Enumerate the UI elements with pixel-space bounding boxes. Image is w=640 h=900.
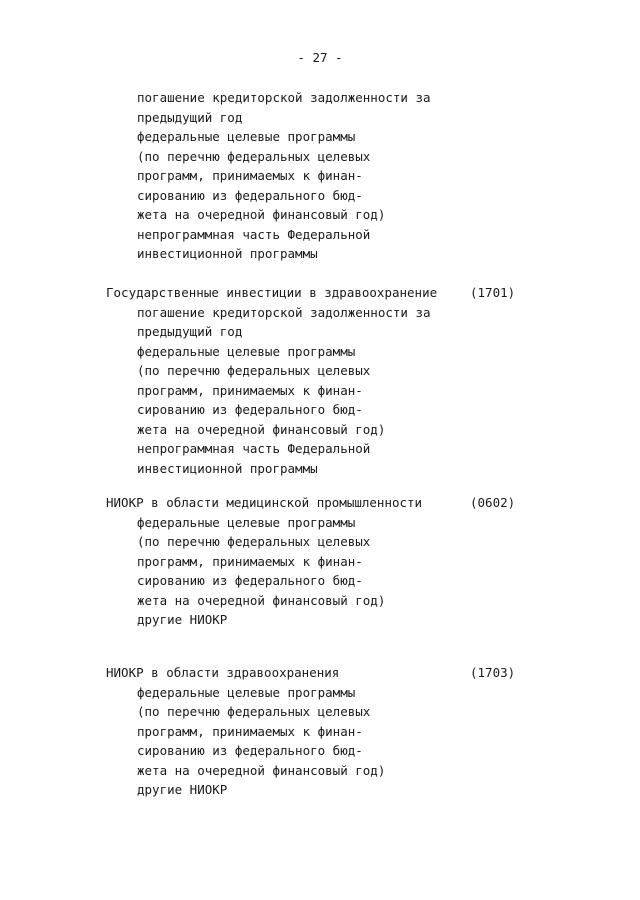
page-number: - 27 - xyxy=(297,50,343,65)
text-line: предыдущий год xyxy=(137,324,243,339)
text-line: федеральные целевые программы xyxy=(137,343,356,359)
text-line: другие НИОКР xyxy=(137,782,228,797)
text-line: жета на очередной финансовый год) xyxy=(137,207,386,222)
text-line: программ, принимаемых к финан- xyxy=(137,553,363,569)
text-line: федеральные целевые программы xyxy=(137,514,356,530)
text-line: погашение кредиторской задолженности за xyxy=(137,90,431,105)
text-line: сированию из федерального бюд- xyxy=(137,187,363,203)
intro-block xyxy=(106,88,526,264)
text-line: другие НИОКР xyxy=(137,612,228,627)
text-line: программ, принимаемых к финан- xyxy=(137,168,363,183)
section-state-investments xyxy=(106,283,526,478)
text-line: предыдущий год xyxy=(137,109,243,125)
text-line: жета на очередной финансовый год) xyxy=(137,592,386,608)
section-code: (1703) xyxy=(470,665,516,680)
section-code: (0602) xyxy=(470,495,516,510)
section-heading-row xyxy=(106,663,526,683)
text-line: жета на очередной финансовый год) xyxy=(137,762,386,778)
section-heading: НИОКР в области медицинской промышленности xyxy=(106,495,423,510)
section-heading: Государственные инвестиции в здравоохранение xyxy=(106,285,438,300)
section-medical-industry-rnd xyxy=(106,493,526,630)
text-line: (по перечню федеральных целевых xyxy=(137,363,371,378)
text-line: жета на очередной финансовый год) xyxy=(137,421,386,437)
text-line: инвестиционной программы xyxy=(137,246,318,261)
text-line: (по перечню федеральных целевых xyxy=(137,704,371,719)
text-line: федеральные целевые программы xyxy=(137,129,356,144)
text-line: непрограммная часть Федеральной xyxy=(137,226,371,242)
text-line: инвестиционной программы xyxy=(137,460,318,476)
text-line: программ, принимаемых к финан- xyxy=(137,382,363,398)
text-line: (по перечню федеральных целевых xyxy=(137,534,371,549)
text-line: (по перечню федеральных целевых xyxy=(137,148,371,164)
text-line: погашение кредиторской задолженности за xyxy=(137,304,431,320)
section-heading: НИОКР в области здравоохранения xyxy=(106,665,340,680)
text-line: программ, принимаемых к финан- xyxy=(137,723,363,739)
section-code: (1701) xyxy=(470,285,516,300)
text-line: сированию из федерального бюд- xyxy=(137,573,363,588)
section-healthcare-rnd xyxy=(106,663,526,800)
text-line: сированию из федерального бюд- xyxy=(137,402,363,417)
text-line: сированию из федерального бюд- xyxy=(137,743,363,758)
section-heading-row xyxy=(106,283,526,303)
text-line: федеральные целевые программы xyxy=(137,684,356,700)
text-line: непрограммная часть Федеральной xyxy=(137,441,371,456)
section-heading-row xyxy=(106,493,526,513)
